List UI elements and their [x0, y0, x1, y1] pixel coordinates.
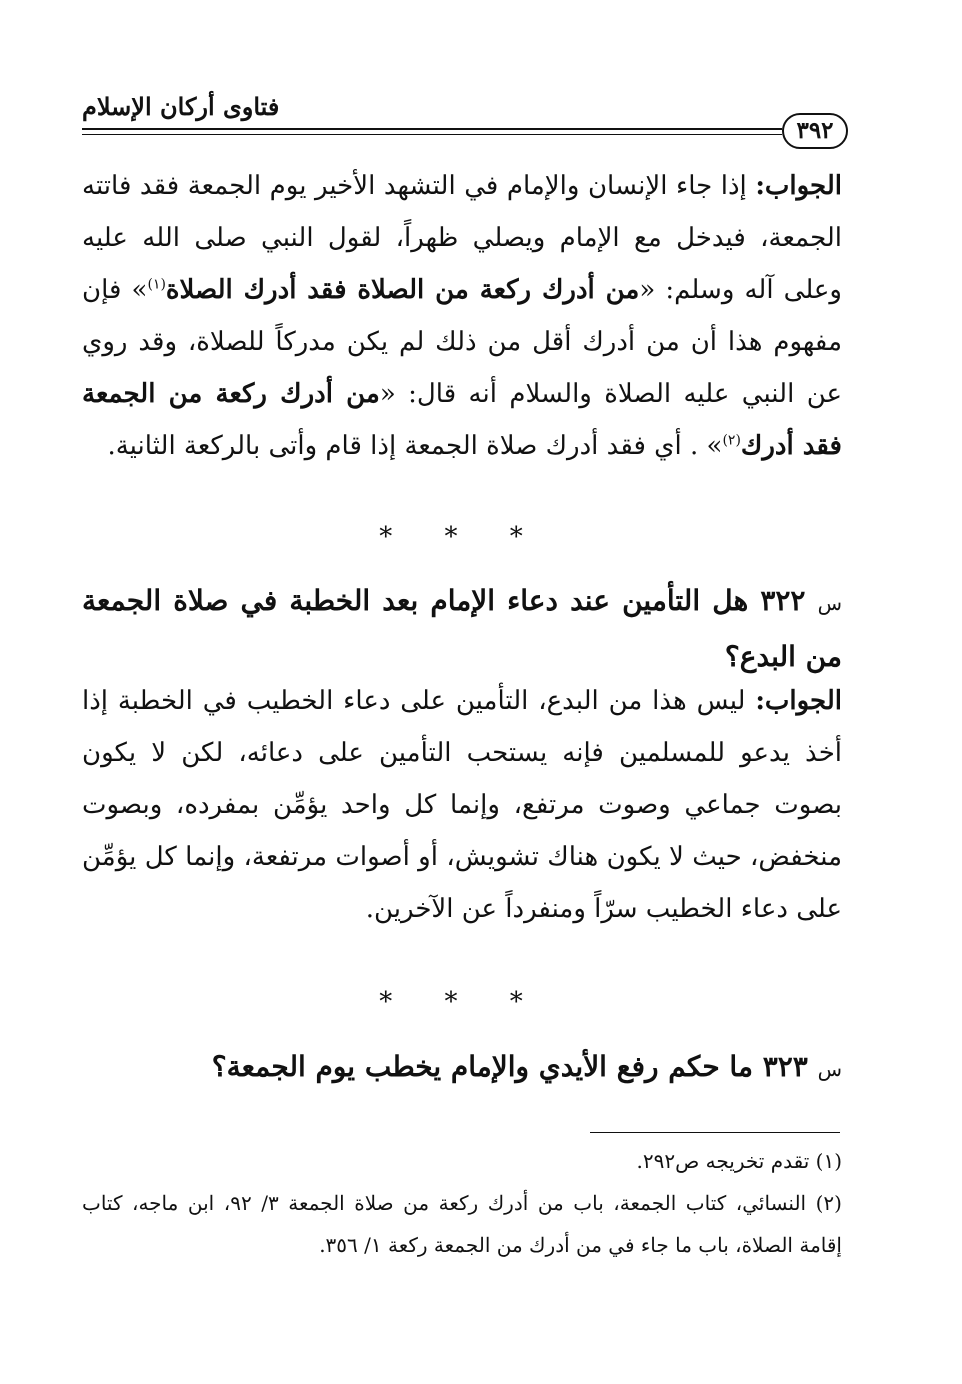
question-number: ٣٢٢	[760, 584, 806, 617]
question-322	[82, 574, 842, 684]
answer-label: الجواب:	[755, 686, 842, 716]
answer-text-a: إذا جاء الإنسان والإمام في التشهد الأخير يوم الجمعة فقد فاتته الجمعة، فيدخل مع الإمام ويصلي ظهراً، لقول النبي صلى الله عليه وعلى آله وسلم: «	[82, 171, 842, 305]
answer-text: ليس هذا من البدع، التأمين على دعاء الخطيب في الخطبة إذا أخذ يدعو للمسلمين فإنه يستحب التأمين على دعائه، لكن لا يكون بصوت جماعي وصوت مرتفع، وإنما كل واحد يؤمِّن بمفرده، وبصوت منخفض، حيث لا يكون هناك تشويش، أو أصوات مرتفعة، وإنما كل يؤمِّن على دعاء الخطيب سرّاً ومنفرداً عن الآخرين.	[82, 686, 843, 924]
footnote-rule	[590, 1132, 840, 1133]
hadith-quote-1: من أدرك ركعة من الصلاة فقد أدرك الصلاة	[165, 275, 640, 305]
question-number: ٣٢٣	[762, 1050, 808, 1083]
answer-label: الجواب:	[755, 171, 842, 201]
footnote-2: (٢) النسائي، كتاب الجمعة، باب من أدرك ركعة من صلاة الجمعة ٣/ ٩٢، ابن ماجه، كتاب إقامة الصلاة، باب ما جاء في من أدرك من الجمعة ركعة ١/ ٣٥٦.	[82, 1191, 842, 1257]
running-header-title: فتاوى أركان الإسلام	[82, 92, 280, 121]
header-rule	[82, 128, 782, 130]
footnote-ref-2: (٢)	[722, 432, 741, 449]
hadith-quote-2: من أدرك ركعة من الجمعة فقد أدرك	[82, 379, 842, 461]
section-separator: * * *	[379, 987, 545, 1017]
question-marker: س	[817, 591, 843, 615]
answer-paragraph-1	[82, 160, 842, 472]
header-rule-thin	[82, 134, 782, 135]
question-text: هل التأمين عند دعاء الإمام بعد الخطبة في صلاة الجمعة من البدع؟	[82, 584, 842, 673]
section-separator: * * *	[379, 522, 545, 552]
question-text: ما حكم رفع الأيدي والإمام يخطب يوم الجمعة؟	[211, 1050, 753, 1083]
footnote-ref-1: (١)	[147, 276, 166, 293]
footnotes	[82, 1140, 842, 1266]
question-323	[82, 1040, 842, 1096]
question-marker: س	[817, 1057, 842, 1081]
answer-paragraph-2	[82, 675, 842, 935]
footnote-1: (١) تقدم تخريجه ص٢٩٢.	[636, 1149, 842, 1173]
answer-text-b: » فإن مفهوم هذا أن من أدرك أقل من ذلك لم يكن مدركاً للصلاة، وقد روي عن النبي عليه الصلاة والسلام أنه قال: «	[82, 275, 843, 409]
answer-text-c: » . أي فقد أدرك صلاة الجمعة إذا قام وأتى بالركعة الثانية.	[107, 431, 723, 461]
page-number: ٣٩٢	[782, 113, 848, 149]
